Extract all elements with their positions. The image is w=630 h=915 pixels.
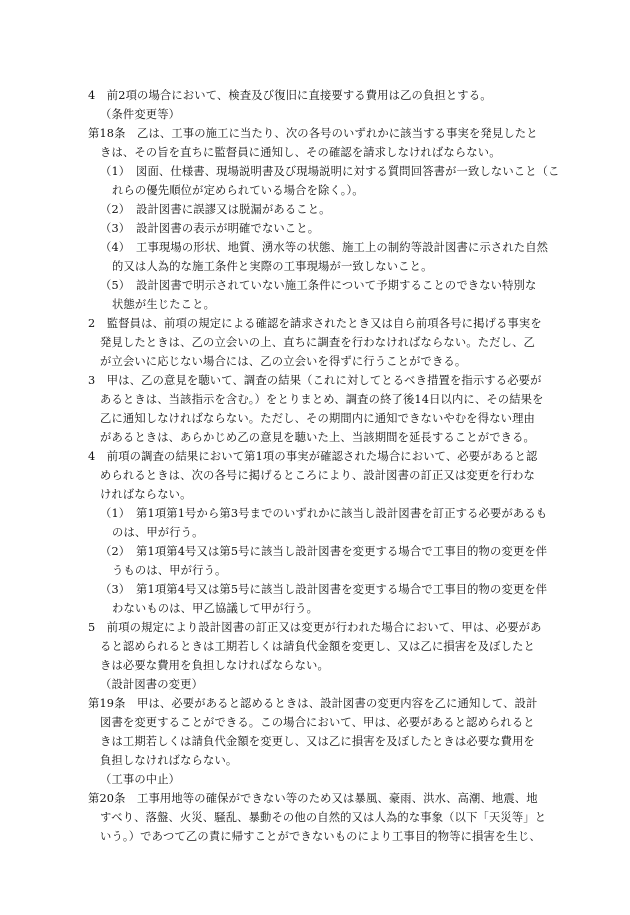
paragraph-line: 3 甲は、乙の意見を聴いて、調査の結果（これに対してとるべき措置を指示する必要が bbox=[88, 374, 542, 387]
paragraph-line: きは、その旨を直ちに監督員に通知し、その確認を請求しなければならない。 bbox=[100, 146, 501, 159]
list-item-line: （3） 第1項第4号又は第5号に該当し設計図書を変更する場合で工事目的物の変更を伴 bbox=[100, 583, 548, 596]
list-item-line: （2） 第1項第4号又は第5号に該当し設計図書を変更する場合で工事目的物の変更を伴 bbox=[100, 545, 548, 558]
list-item-line: （1） 図面、仕様書、現場説明書及び現場説明に対する質問回答書が一致しないこと（こ bbox=[100, 165, 560, 178]
paragraph-line: が立会いに応じない場合には、乙の立会いを得ずに行うことができる。 bbox=[100, 355, 467, 368]
paragraph-line: いう。）であつて乙の責に帰すことができないものにより工事目的物等に損害を生じ、 bbox=[100, 830, 541, 843]
section-heading: （設計図書の変更） bbox=[100, 678, 204, 691]
paragraph-line: があるときは、あらかじめ乙の意見を聴いた上、当該期間を延長することができる。 bbox=[100, 431, 535, 444]
section-heading: （条件変更等） bbox=[100, 108, 181, 121]
paragraph-line: すべり、落盤、火災、騒乱、暴動その他の自然的又は人為的な事象（以下「天災等」と bbox=[100, 811, 547, 824]
list-item-line: （4） 工事現場の形状、地質、湧水等の状態、施工上の制約等設計図書に示された自然 bbox=[100, 241, 549, 254]
paragraph-line: ければならない。 bbox=[100, 488, 192, 501]
paragraph-line: きは工期若しくは請負代金額を変更し、又は乙に損害を及ぼしたときは必要な費用を bbox=[100, 735, 535, 748]
list-item-continuation: うものは、甲が行う。 bbox=[112, 564, 227, 577]
article-heading-line: 第20条 工事用地等の確保ができない等のため又は暴風、豪雨、洪水、高潮、地震、地 bbox=[88, 792, 538, 805]
article-heading-line: 第19条 甲は、必要があると認めるときは、設計図書の変更内容を乙に通知して、設計 bbox=[88, 697, 538, 710]
article-heading-line: 第18条 乙は、工事の施工に当たり、次の各号のいずれかに該当する事実を発見したと bbox=[88, 127, 538, 140]
list-item-continuation: のは、甲が行う。 bbox=[112, 526, 204, 539]
paragraph-line: ると認められるときは工期若しくは請負代金額を変更し、又は乙に損害を及ぼしたと bbox=[100, 640, 535, 653]
section-heading: （工事の中止） bbox=[100, 773, 181, 786]
list-item-continuation: わないものは、甲乙協議して甲が行う。 bbox=[112, 602, 319, 615]
list-item-continuation: れらの優先順位が定められている場合を除く。）。 bbox=[112, 184, 364, 197]
paragraph-line: 4 前項の調査の結果において第1項の事実が確認された場合において、必要があると認 bbox=[88, 450, 538, 463]
paragraph-line: 乙に通知しなければならない。ただし、その期間内に通知できないやむを得ない理由 bbox=[100, 412, 535, 425]
list-item-line: （2） 設計図書に誤謬又は脱漏があること。 bbox=[100, 203, 331, 216]
paragraph-line: められるときは、次の各号に掲げるところにより、設計図書の訂正又は変更を行わな bbox=[100, 469, 535, 482]
list-item-line: （1） 第1項第1号から第3号までのいずれかに該当し設計図書を訂正する必要があるも bbox=[100, 507, 548, 520]
list-item-line: （3） 設計図書の表示が明確でないこと。 bbox=[100, 222, 320, 235]
paragraph-line: きは必要な費用を負担しなければならない。 bbox=[100, 659, 329, 672]
paragraph-line: 図書を変更することができる。この場合において、甲は、必要があると認められると bbox=[100, 716, 535, 729]
list-item-continuation: 状態が生じたこと。 bbox=[112, 298, 216, 311]
list-item-line: （5） 設計図書で明示されていない施工条件について予期することのできない特別な bbox=[100, 279, 537, 292]
list-item-continuation: 的又は人為的な施工条件と実際の工事現場が一致しないこと。 bbox=[112, 260, 433, 273]
paragraph-line: 2 監督員は、前項の規定による確認を請求されたとき又は自ら前項各号に掲げる事実を bbox=[88, 317, 542, 330]
paragraph-line: 負担しなければならない。 bbox=[100, 754, 238, 767]
paragraph-line: 5 前項の規定により設計図書の訂正又は変更が行われた場合において、甲は、必要があ bbox=[88, 621, 542, 634]
paragraph-line: 4 前2項の場合において、検査及び復旧に直接要する費用は乙の負担とする。 bbox=[88, 89, 492, 102]
paragraph-line: 発見したときは、乙の立会いの上、直ちに調査を行わなければならない。ただし、乙 bbox=[100, 336, 535, 349]
paragraph-line: あるときは、当該指示を含む。）をとりまとめ、調査の終了後14日以内に、その結果を bbox=[100, 393, 544, 406]
